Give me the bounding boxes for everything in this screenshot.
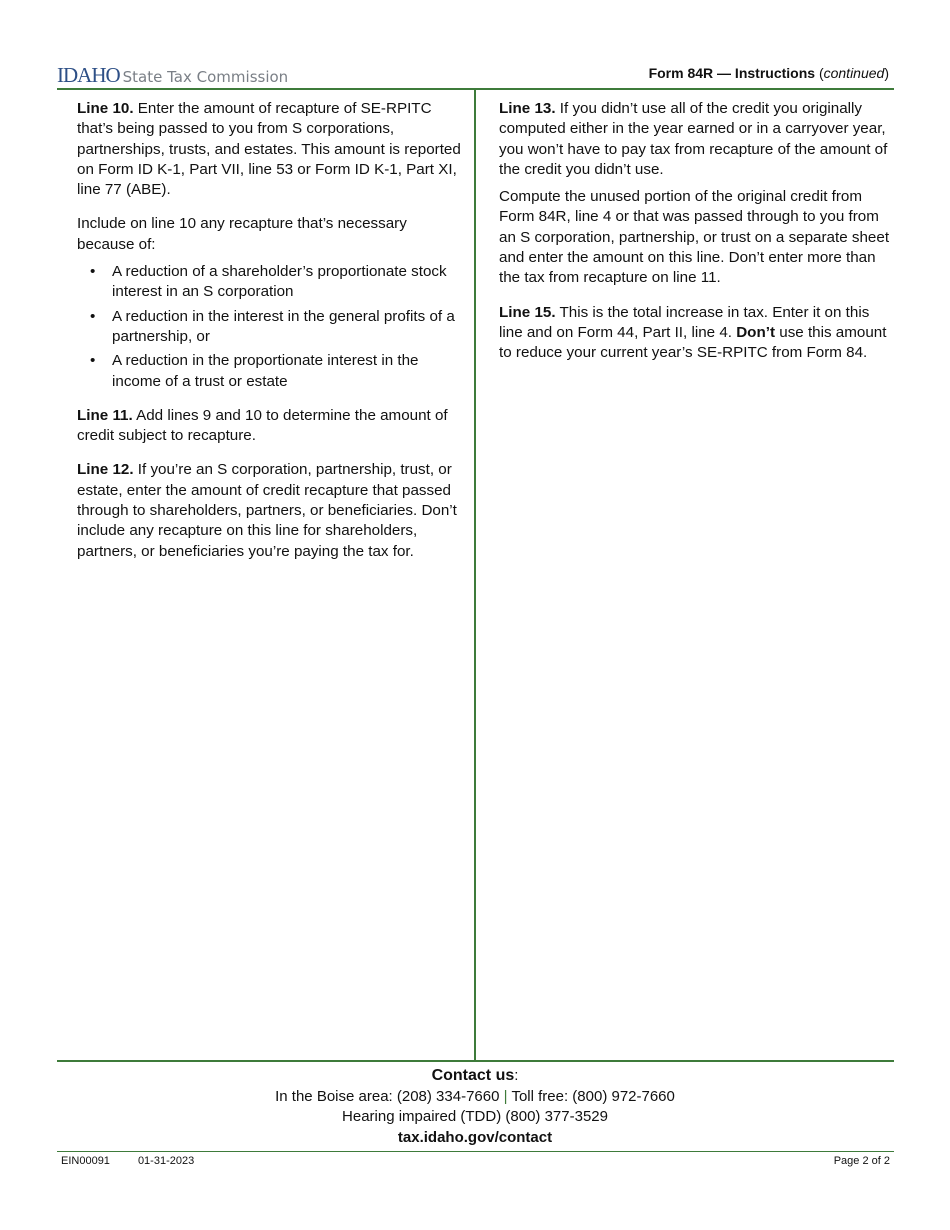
- contact-heading: [0, 1066, 950, 1087]
- contact-section: [0, 1066, 950, 1148]
- logo-wordmark: IDAHO: [57, 63, 120, 87]
- recapture-bullet-list: [77, 262, 462, 392]
- line-10-paragraph: [77, 99, 462, 200]
- bullet-item: • A reduction in the interest in the general profits of a partnership, or: [112, 307, 462, 348]
- contact-title-colon: :: [514, 1067, 519, 1084]
- line-10-text: Enter the amount of recapture of SE-RPITC that’s being passed to you from S corporations, partnerships, trusts, and estates. This amount is reported on Form ID K-1, Part VII, line 53 or Form ID K-1, Part XI, line 77 (ABE).: [77, 100, 461, 199]
- line-12-text: If you’re an S corporation, partnership, trust, or estate, enter the amount of credit recapture that passed through to shareholders, partners, or beneficiaries. Don’t include any recapture on this line for shareholders, partners, or beneficiaries you’re paying the tax for.: [77, 461, 457, 560]
- form-title-text: Form 84R — Instructions: [648, 65, 816, 81]
- form-code-text: EIN00091: [61, 1155, 110, 1167]
- line-13-text: If you didn’t use all of the credit you originally computed either in the year earned or in a carryover year, you won’t have to pay tax from recapture of the amount of the credit you didn’t use.: [499, 100, 888, 178]
- line-11-paragraph: [77, 406, 462, 447]
- line-15-text-b: use this amount to reduce your current year’s SE-RPITC from Form 84.: [499, 323, 887, 362]
- page-number: Page 2 of 2: [833, 1155, 890, 1167]
- compute-paragraph: Compute the unused portion of the original credit from Form 84R, line 4 or that was passed through to you from an S corporation, partnership, or trust on a separate sheet and enter the amount on this line. Don’t enter more than the tax from recapture on line 11.: [499, 188, 890, 287]
- line-15-emphasis: Don’t: [736, 323, 776, 341]
- contact-phones: [0, 1087, 950, 1108]
- form-code: [61, 1155, 194, 1167]
- contact-url-row: [0, 1128, 950, 1149]
- column-divider: [474, 90, 476, 1061]
- idaho-logo: [57, 63, 288, 88]
- contact-link[interactable]: tax.idaho.gov/contact: [397, 1128, 553, 1146]
- right-column: [499, 99, 891, 378]
- line-13-paragraph: [499, 99, 891, 180]
- line-11-label: Line 11.: [77, 406, 133, 424]
- left-column: [77, 99, 462, 576]
- tdd-phone: Hearing impaired (TDD) (800) 377-3529: [342, 1108, 608, 1125]
- continued-label: continued: [823, 65, 885, 81]
- footer-rule: [57, 1151, 894, 1152]
- form-title: Form 84R — Instructions (continued): [648, 65, 889, 81]
- line-12-paragraph: [77, 460, 462, 561]
- line-12-label: Line 12.: [77, 461, 134, 479]
- line-13-label: Line 13.: [499, 100, 556, 117]
- line-10-label: Line 10.: [77, 100, 134, 117]
- page-header: [57, 62, 889, 86]
- boise-phone: In the Boise area: (208) 334-7660: [275, 1087, 500, 1105]
- logo-subtitle: State Tax Commission: [122, 68, 289, 86]
- line-15-text-a: This is the total increase in tax. Enter it on this line and on Form 44, Part II, line 4.: [499, 303, 870, 341]
- line-15-label: Line 15.: [499, 303, 556, 321]
- contact-title: Contact us: [431, 1067, 515, 1084]
- include-paragraph: Include on line 10 any recapture that’s necessary because of:: [77, 215, 407, 253]
- revision-date: 01-31-2023: [137, 1155, 195, 1167]
- line-15-paragraph: [499, 303, 891, 364]
- line-11-text: Add lines 9 and 10 to determine the amount of credit subject to recapture.: [77, 406, 448, 445]
- bullet-item: • A reduction in the proportionate interest in the income of a trust or estate: [112, 351, 462, 392]
- bullet-item: • A reduction of a shareholder’s proportionate stock interest in an S corporation: [112, 262, 462, 303]
- toll-free-phone: Toll free: (800) 972-7660: [511, 1087, 675, 1105]
- contact-rule: [57, 1060, 894, 1062]
- phone-separator: |: [503, 1087, 508, 1105]
